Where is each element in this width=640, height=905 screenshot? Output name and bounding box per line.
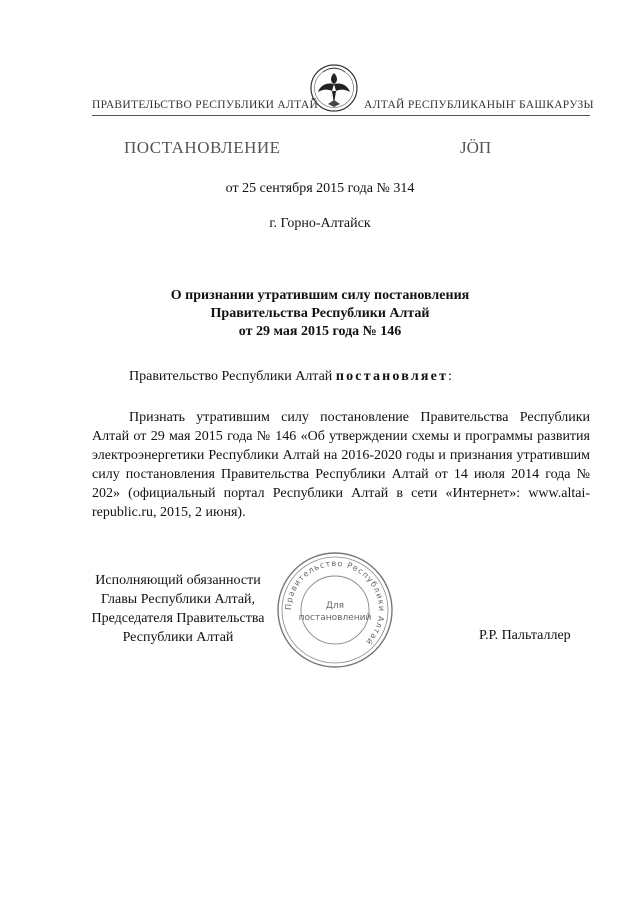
resolution-paragraph: Признать утратившим силу постановление Правительства Республики Алтай от 29 мая 2015 года № 146 «Об утверждении схемы и программы развития электроэнергетики Республики Алтай на 2016-2020 годы и признания утратившим силу постановления Правительства Республики Алтай от 14 июля 2014 года № 202» (официальный портал Республики Алтай в сети «Интернет»: www.altai-republic.ru, 2015, 2 июня). [92,410,590,520]
document-title [0,287,640,341]
lead-colon: : [448,369,453,384]
signatory-position [80,571,276,647]
resolution-lead [129,369,452,385]
position-line: Главы Республики Алтай, [100,592,256,607]
stamp-center-line: постановлений [298,613,372,623]
official-stamp [275,550,395,670]
doc-type-russian: ПОСТАНОВЛЕНИЕ [124,138,281,157]
header-org-altai: АЛТАЙ РЕСПУБЛИКАНЫҤ БАШКАРУЗЫ [364,99,594,111]
stamp-ring-text: Правительство Республики Алтай [283,558,387,647]
position-line: Председателя Правительства [91,611,265,626]
title-line: от 29 мая 2015 года № 146 [238,324,402,339]
signatory-name: Р.Р. Пальталлер [479,628,571,643]
header-org-russian: ПРАВИТЕЛЬСТВО РЕСПУБЛИКИ АЛТАЙ [92,99,319,111]
republic-altai-emblem-icon [308,60,360,120]
header-divider [92,115,590,116]
lead-keyword: постановляет [335,369,449,384]
position-line: Республики Алтай [122,630,234,645]
doc-type-altai: ЈӦП [460,138,492,157]
document-date-number: от 25 сентября 2015 года № 314 [225,181,415,196]
document-city: г. Горно-Алтайск [269,216,371,231]
stamp-center-line: Для [325,601,345,611]
title-line: Правительства Республики Алтай [210,306,430,321]
lead-text: Правительство Республики Алтай [129,369,336,384]
title-line: О признании утратившим силу постановления [170,288,470,303]
position-line: Исполняющий обязанности [95,573,261,588]
